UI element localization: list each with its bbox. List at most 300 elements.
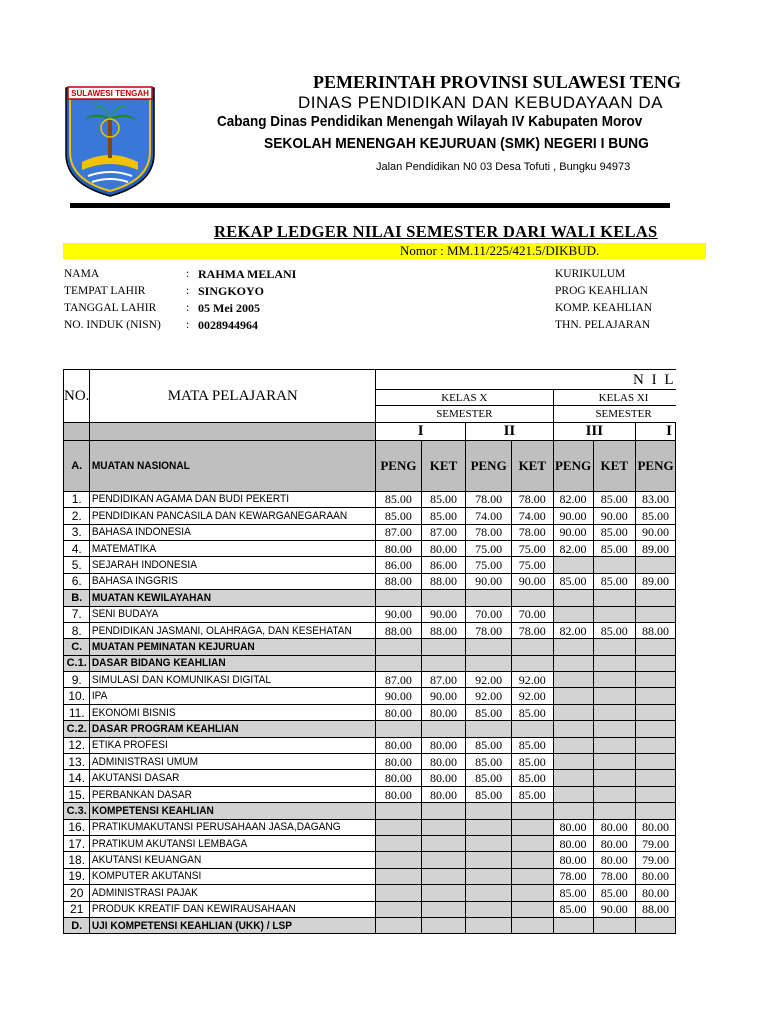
peng-value: 74.00 <box>466 508 512 524</box>
table-row <box>64 688 676 704</box>
header-line-3: Cabang Dinas Pendidikan Menengah Wilayah IV Kabupaten Morov <box>217 113 643 130</box>
empty-cell <box>593 721 636 737</box>
label-kurikulum: KURIKULUM <box>555 268 626 280</box>
section-row <box>64 917 676 933</box>
peng-value: 78.00 <box>466 491 512 507</box>
table-row <box>64 524 676 540</box>
semester-ii: II <box>466 422 553 440</box>
value-tanggal-lahir: 05 Mei 2005 <box>198 301 260 315</box>
ket-value <box>421 901 466 917</box>
empty-cell <box>376 590 422 606</box>
peng-value: 80.00 <box>553 835 593 851</box>
label-tempat-lahir: TEMPAT LAHIR <box>64 285 146 297</box>
empty-cell <box>553 721 593 737</box>
row-subject: PRATIKUM AKUTANSI LEMBAGA <box>90 835 376 851</box>
peng-value <box>636 770 676 786</box>
empty-cell <box>553 917 593 933</box>
empty-cell <box>466 639 512 655</box>
peng-value <box>553 606 593 622</box>
ket-value: 85.00 <box>593 540 636 556</box>
row-subject: SENI BUDAYA <box>90 606 376 622</box>
row-subject: PRATIKUMAKUTANSI PERUSAHAAN JASA,DAGANG <box>90 819 376 835</box>
row-subject: MUATAN PEMINATAN KEJURUAN <box>90 639 376 655</box>
header-address: Jalan Pendidikan N0 03 Desa Tofuti , Bungku 94973 <box>376 161 631 173</box>
empty-cell <box>466 803 512 819</box>
empty-cell <box>512 803 554 819</box>
peng-value <box>636 672 676 688</box>
peng-value: 92.00 <box>466 688 512 704</box>
ket-value: 80.00 <box>421 704 466 720</box>
empty-cell <box>553 590 593 606</box>
ket-value <box>593 672 636 688</box>
row-number: 12. <box>64 737 90 753</box>
spacer-cell <box>90 422 376 440</box>
row-number: 7. <box>64 606 90 622</box>
peng-value <box>553 672 593 688</box>
col-header-ket: KET <box>593 440 636 491</box>
ket-value: 85.00 <box>593 573 636 589</box>
row-subject: SEJARAH INDONESIA <box>90 557 376 573</box>
peng-value: 87.00 <box>376 524 422 540</box>
ket-value: 85.00 <box>512 786 554 802</box>
page-title: REKAP LEDGER NILAI SEMESTER DARI WALI KELAS <box>214 222 658 241</box>
empty-cell <box>421 917 466 933</box>
peng-value <box>636 704 676 720</box>
empty-cell <box>593 655 636 671</box>
ket-value: 87.00 <box>421 672 466 688</box>
ket-value: 85.00 <box>512 704 554 720</box>
peng-value <box>636 786 676 802</box>
peng-value: 86.00 <box>376 557 422 573</box>
empty-cell <box>512 721 554 737</box>
peng-value <box>553 786 593 802</box>
empty-cell <box>636 655 676 671</box>
row-subject: EKONOMI BISNIS <box>90 704 376 720</box>
peng-value <box>376 819 422 835</box>
ket-value: 87.00 <box>421 524 466 540</box>
row-number: 6. <box>64 573 90 589</box>
row-number: C.1. <box>64 655 90 671</box>
row-subject: DASAR BIDANG KEAHLIAN <box>90 655 376 671</box>
ket-value: 85.00 <box>421 508 466 524</box>
empty-cell <box>376 721 422 737</box>
row-subject: ETIKA PROFESI <box>90 737 376 753</box>
row-number: 3. <box>64 524 90 540</box>
peng-value: 80.00 <box>553 819 593 835</box>
empty-cell <box>421 655 466 671</box>
colon: : <box>186 285 190 297</box>
row-number: C.2. <box>64 721 90 737</box>
row-number: 14. <box>64 770 90 786</box>
row-subject: UJI KOMPETENSI KEAHLIAN (UKK) / LSP <box>90 917 376 933</box>
label-komp-keahlian: KOMP. KEAHLIAN <box>555 302 653 314</box>
header-divider <box>70 203 670 208</box>
ket-value: 90.00 <box>593 508 636 524</box>
peng-value: 83.00 <box>636 491 676 507</box>
ket-value: 80.00 <box>421 737 466 753</box>
ket-value: 70.00 <box>512 606 554 622</box>
peng-value: 90.00 <box>376 688 422 704</box>
row-subject: ADMINISTRASI UMUM <box>90 754 376 770</box>
peng-value: 85.00 <box>466 704 512 720</box>
peng-value <box>636 737 676 753</box>
empty-cell <box>421 803 466 819</box>
peng-value: 80.00 <box>376 754 422 770</box>
ket-value <box>421 819 466 835</box>
row-subject: PENDIDIKAN AGAMA DAN BUDI PEKERTI <box>90 491 376 507</box>
peng-value <box>553 704 593 720</box>
row-number: D. <box>64 917 90 933</box>
ket-value: 80.00 <box>421 786 466 802</box>
row-number: 8. <box>64 622 90 638</box>
row-subject: MUATAN NASIONAL <box>90 440 376 491</box>
section-row <box>64 721 676 737</box>
label-prog-keahlian: PROG KEAHLIAN <box>555 285 648 297</box>
peng-value: 78.00 <box>553 868 593 884</box>
semester-i: I <box>376 422 466 440</box>
semester-iv: I <box>636 422 676 440</box>
col-header-kelas-xi: KELAS XI <box>553 390 675 406</box>
ket-value: 78.00 <box>512 491 554 507</box>
peng-value: 85.00 <box>466 754 512 770</box>
empty-cell <box>376 803 422 819</box>
table-row <box>64 754 676 770</box>
peng-value <box>553 688 593 704</box>
peng-value <box>376 885 422 901</box>
row-subject: BAHASA INGGRIS <box>90 573 376 589</box>
col-header-ket: KET <box>421 440 466 491</box>
empty-cell <box>553 803 593 819</box>
row-number: 5. <box>64 557 90 573</box>
colon: : <box>186 302 190 314</box>
row-number: B. <box>64 590 90 606</box>
peng-value: 82.00 <box>553 491 593 507</box>
ket-value <box>593 606 636 622</box>
empty-cell <box>636 590 676 606</box>
row-number: 13. <box>64 754 90 770</box>
peng-value: 90.00 <box>553 524 593 540</box>
empty-cell <box>376 639 422 655</box>
header-line-4: SEKOLAH MENENGAH KEJURUAN (SMK) NEGERI I BUNG <box>264 135 649 152</box>
peng-value: 85.00 <box>466 786 512 802</box>
peng-value: 88.00 <box>376 573 422 589</box>
table-row <box>64 672 676 688</box>
province-emblem-icon <box>64 84 156 198</box>
ket-value: 80.00 <box>421 770 466 786</box>
empty-cell <box>593 917 636 933</box>
ket-value: 85.00 <box>512 754 554 770</box>
col-header-peng: PENG <box>636 440 676 491</box>
peng-value <box>466 868 512 884</box>
section-row <box>64 590 676 606</box>
nomor-highlight <box>63 243 706 259</box>
ket-value: 92.00 <box>512 672 554 688</box>
peng-value <box>553 737 593 753</box>
value-tempat-lahir: SINGKOYO <box>198 284 265 298</box>
row-subject: PENDIDIKAN JASMANI, OLAHRAGA, DAN KESEHATAN <box>90 622 376 638</box>
section-row <box>64 440 676 491</box>
row-number: 18. <box>64 852 90 868</box>
ket-value: 75.00 <box>512 540 554 556</box>
empty-cell <box>593 639 636 655</box>
ket-value: 80.00 <box>593 819 636 835</box>
peng-value <box>636 606 676 622</box>
ket-value <box>421 868 466 884</box>
empty-cell <box>376 655 422 671</box>
row-subject: PRODUK KREATIF DAN KEWIRAUSAHAAN <box>90 901 376 917</box>
empty-cell <box>466 655 512 671</box>
col-header-peng: PENG <box>466 440 512 491</box>
col-header-no: NO. <box>64 370 90 423</box>
peng-value: 80.00 <box>553 852 593 868</box>
row-subject: MUATAN KEWILAYAHAN <box>90 590 376 606</box>
peng-value: 90.00 <box>376 606 422 622</box>
table-row <box>64 557 676 573</box>
empty-cell <box>636 721 676 737</box>
peng-value: 85.00 <box>553 901 593 917</box>
empty-cell <box>421 639 466 655</box>
empty-cell <box>421 590 466 606</box>
label-thn-pelajaran: THN. PELAJARAN <box>555 319 651 331</box>
col-header-peng: PENG <box>553 440 593 491</box>
table-row <box>64 819 676 835</box>
header-line-2: DINAS PENDIDIKAN DAN KEBUDAYAAN DA <box>298 93 663 112</box>
peng-value: 79.00 <box>636 835 676 851</box>
peng-value: 78.00 <box>466 622 512 638</box>
ket-value: 78.00 <box>593 868 636 884</box>
table-row <box>64 622 676 638</box>
row-number: A. <box>64 440 90 491</box>
section-row <box>64 803 676 819</box>
col-header-nilai: N I L <box>376 370 676 390</box>
peng-value <box>553 754 593 770</box>
empty-cell <box>636 803 676 819</box>
row-subject: SIMULASI DAN KOMUNIKASI DIGITAL <box>90 672 376 688</box>
table-row <box>64 737 676 753</box>
ket-value: 90.00 <box>421 606 466 622</box>
peng-value: 80.00 <box>376 786 422 802</box>
ket-value: 88.00 <box>421 622 466 638</box>
col-header-peng: PENG <box>376 440 422 491</box>
col-header-ket: KET <box>512 440 554 491</box>
table-row <box>64 573 676 589</box>
label-nisn: NO. INDUK (NISN) <box>64 319 161 331</box>
ket-value: 85.00 <box>512 737 554 753</box>
grades-ledger-table <box>63 369 676 934</box>
peng-value <box>636 557 676 573</box>
ket-value <box>512 885 554 901</box>
peng-value: 92.00 <box>466 672 512 688</box>
ket-value: 90.00 <box>512 573 554 589</box>
row-number: 20 <box>64 885 90 901</box>
row-number: 10. <box>64 688 90 704</box>
ket-value <box>512 901 554 917</box>
row-subject: KOMPETENSI KEAHLIAN <box>90 803 376 819</box>
peng-value: 80.00 <box>376 737 422 753</box>
row-number: 21 <box>64 901 90 917</box>
col-header-kelas-x: KELAS X <box>376 390 554 406</box>
empty-cell <box>553 655 593 671</box>
row-subject: BAHASA INDONESIA <box>90 524 376 540</box>
peng-value: 90.00 <box>636 524 676 540</box>
peng-value: 90.00 <box>466 573 512 589</box>
row-number: 2. <box>64 508 90 524</box>
ket-value <box>593 737 636 753</box>
ket-value <box>512 835 554 851</box>
peng-value <box>466 819 512 835</box>
empty-cell <box>512 917 554 933</box>
ket-value <box>512 819 554 835</box>
table-row <box>64 868 676 884</box>
peng-value <box>466 852 512 868</box>
row-subject: IPA <box>90 688 376 704</box>
peng-value: 80.00 <box>636 885 676 901</box>
peng-value: 89.00 <box>636 540 676 556</box>
ket-value: 80.00 <box>593 835 636 851</box>
section-row <box>64 639 676 655</box>
ket-value: 92.00 <box>512 688 554 704</box>
col-header-semester: SEMESTER <box>553 406 675 422</box>
peng-value: 79.00 <box>636 852 676 868</box>
ket-value <box>512 852 554 868</box>
row-subject: PERBANKAN DASAR <box>90 786 376 802</box>
peng-value <box>466 885 512 901</box>
empty-cell <box>376 917 422 933</box>
row-subject: DASAR PROGRAM KEAHLIAN <box>90 721 376 737</box>
row-subject: AKUTANSI DASAR <box>90 770 376 786</box>
peng-value <box>553 770 593 786</box>
ket-value: 86.00 <box>421 557 466 573</box>
row-number: 15. <box>64 786 90 802</box>
ket-value <box>593 557 636 573</box>
peng-value <box>636 754 676 770</box>
row-number: 16. <box>64 819 90 835</box>
peng-value: 75.00 <box>466 540 512 556</box>
peng-value <box>376 852 422 868</box>
empty-cell <box>636 639 676 655</box>
peng-value <box>466 835 512 851</box>
ket-value: 80.00 <box>421 754 466 770</box>
ket-value <box>593 786 636 802</box>
table-row <box>64 852 676 868</box>
peng-value: 82.00 <box>553 622 593 638</box>
table-row <box>64 606 676 622</box>
peng-value <box>376 901 422 917</box>
empty-cell <box>636 917 676 933</box>
row-subject: KOMPUTER AKUTANSI <box>90 868 376 884</box>
label-nama: NAMA <box>64 268 100 280</box>
peng-value: 82.00 <box>553 540 593 556</box>
colon: : <box>186 319 190 331</box>
header-line-1: PEMERINTAH PROVINSI SULAWESI TENG <box>313 72 681 92</box>
peng-value: 80.00 <box>636 868 676 884</box>
spacer-cell <box>64 422 90 440</box>
table-row <box>64 508 676 524</box>
table-row <box>64 786 676 802</box>
row-subject: ADMINISTRASI PAJAK <box>90 885 376 901</box>
ket-value: 85.00 <box>512 770 554 786</box>
peng-value: 85.00 <box>553 885 593 901</box>
table-row <box>64 901 676 917</box>
peng-value: 85.00 <box>376 491 422 507</box>
peng-value: 78.00 <box>466 524 512 540</box>
peng-value: 85.00 <box>466 770 512 786</box>
table-row <box>64 491 676 507</box>
row-number: 4. <box>64 540 90 556</box>
peng-value: 87.00 <box>376 672 422 688</box>
row-number: 9. <box>64 672 90 688</box>
ket-value: 78.00 <box>512 524 554 540</box>
peng-value <box>376 868 422 884</box>
ket-value: 85.00 <box>593 524 636 540</box>
row-number: 11. <box>64 704 90 720</box>
value-nisn: 0028944964 <box>198 318 258 332</box>
peng-value: 90.00 <box>553 508 593 524</box>
empty-cell <box>593 590 636 606</box>
empty-cell <box>512 655 554 671</box>
ket-value: 85.00 <box>593 622 636 638</box>
row-subject: PENDIDIKAN PANCASILA DAN KEWARGANEGARAAN <box>90 508 376 524</box>
empty-cell <box>593 803 636 819</box>
ket-value: 90.00 <box>421 688 466 704</box>
value-nama: RAHMA MELANI <box>198 267 297 281</box>
empty-cell <box>466 721 512 737</box>
ket-value: 85.00 <box>421 491 466 507</box>
row-number: 1. <box>64 491 90 507</box>
peng-value <box>376 835 422 851</box>
table-row <box>64 540 676 556</box>
peng-value: 80.00 <box>376 704 422 720</box>
ket-value: 78.00 <box>512 622 554 638</box>
peng-value: 88.00 <box>376 622 422 638</box>
row-number: 19. <box>64 868 90 884</box>
colon: : <box>186 268 190 280</box>
empty-cell <box>466 917 512 933</box>
ket-value <box>512 868 554 884</box>
peng-value <box>466 901 512 917</box>
peng-value: 75.00 <box>466 557 512 573</box>
peng-value: 85.00 <box>376 508 422 524</box>
peng-value: 85.00 <box>466 737 512 753</box>
ket-value: 80.00 <box>593 852 636 868</box>
semester-iii: III <box>553 422 635 440</box>
row-subject: AKUTANSI KEUANGAN <box>90 852 376 868</box>
table-row <box>64 835 676 851</box>
emblem-text: SULAWESI TENGAH <box>71 89 149 98</box>
peng-value: 89.00 <box>636 573 676 589</box>
document-number: Nomor : MM.11/225/421.5/DIKBUD. <box>400 243 600 258</box>
peng-value: 88.00 <box>636 901 676 917</box>
empty-cell <box>512 639 554 655</box>
peng-value: 85.00 <box>636 508 676 524</box>
peng-value <box>636 688 676 704</box>
peng-value <box>553 557 593 573</box>
peng-value: 80.00 <box>636 819 676 835</box>
section-row <box>64 655 676 671</box>
peng-value: 80.00 <box>376 540 422 556</box>
row-number: C. <box>64 639 90 655</box>
peng-value: 85.00 <box>553 573 593 589</box>
ket-value <box>421 852 466 868</box>
row-subject: MATEMATIKA <box>90 540 376 556</box>
ket-value: 80.00 <box>421 540 466 556</box>
ket-value <box>593 704 636 720</box>
ket-value <box>421 835 466 851</box>
empty-cell <box>421 721 466 737</box>
ket-value: 75.00 <box>512 557 554 573</box>
table-row <box>64 704 676 720</box>
ket-value <box>593 770 636 786</box>
